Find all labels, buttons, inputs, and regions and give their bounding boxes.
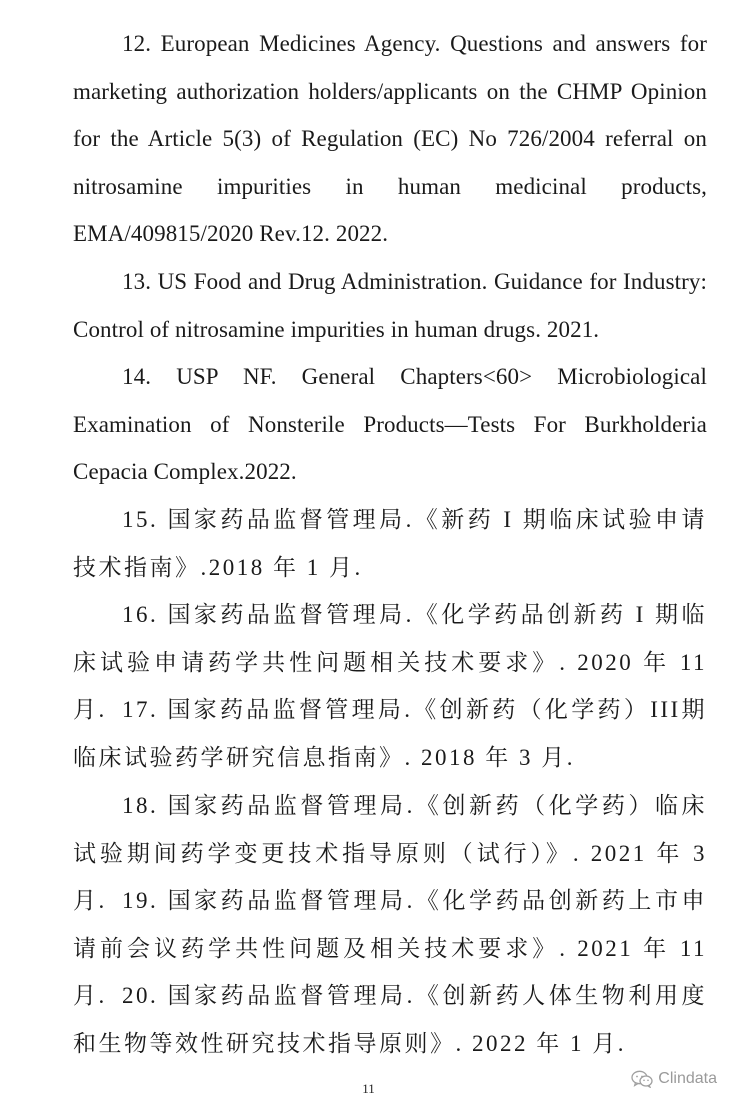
wechat-icon bbox=[631, 1070, 653, 1088]
reference-number: 17. bbox=[122, 697, 159, 722]
reference-13 bbox=[73, 258, 707, 353]
reference-text: 国家药品监督管理局.《新药 I 期临床试验申请技术指南》.2018 年 1 月. bbox=[73, 507, 707, 580]
reference-15 bbox=[73, 496, 707, 591]
watermark-text: Clindata bbox=[658, 1070, 717, 1087]
reference-number: 20. bbox=[122, 983, 159, 1008]
reference-number: 16. bbox=[122, 602, 159, 627]
reference-number: 19. bbox=[122, 888, 159, 913]
reference-number: 14. bbox=[122, 364, 152, 389]
reference-number: 13. bbox=[122, 269, 152, 294]
reference-number: 12. bbox=[122, 31, 152, 56]
reference-number: 15. bbox=[122, 507, 159, 532]
reference-14 bbox=[73, 353, 707, 496]
reference-text: 国家药品监督管理局.《创新药人体生物利用度和生物等效性研究技术指导原则》. 2022 年 1 月. bbox=[73, 983, 708, 1056]
reference-text: 国家药品监督管理局.《化学药品创新药 I 期临床试验申请药学共性问题相关技术要求》. 2020 年 11 月. bbox=[73, 602, 707, 723]
reference-text: USP NF. General Chapters<60> Microbiological Examination of Nonsterile Products—Tests For Burkholderia Cepacia Complex.2022. bbox=[73, 364, 707, 485]
reference-number: 18. bbox=[122, 793, 159, 818]
reference-20 bbox=[73, 972, 707, 1067]
reference-text: US Food and Drug Administration. Guidance for Industry: Control of nitrosamine impurities in human drugs. 2021. bbox=[73, 269, 707, 342]
reference-17 bbox=[73, 686, 707, 781]
page-number: 11 bbox=[362, 1081, 375, 1096]
reference-12 bbox=[73, 20, 707, 258]
reference-text: European Medicines Agency. Questions and answers for marketing authorization holders/applicants on the CHMP Opinion for the Article 5(3) of Regulation (EC) No 726/2004 referral on nitrosamine impurities in human medicinal products, EMA/409815/2020 Rev.12. 2022. bbox=[73, 31, 707, 247]
reference-text: 国家药品监督管理局.《创新药（化学药）III期临床试验药学研究信息指南》. 2018 年 3 月. bbox=[73, 697, 707, 770]
watermark bbox=[631, 1068, 717, 1090]
reference-text: 国家药品监督管理局.《创新药（化学药）临床试验期间药学变更技术指导原则（试行）》. 2021 年 3 月. bbox=[73, 793, 708, 914]
reference-text: 国家药品监督管理局.《化学药品创新药上市申请前会议药学共性问题及相关技术要求》. 2021 年 11 月. bbox=[73, 888, 708, 1009]
